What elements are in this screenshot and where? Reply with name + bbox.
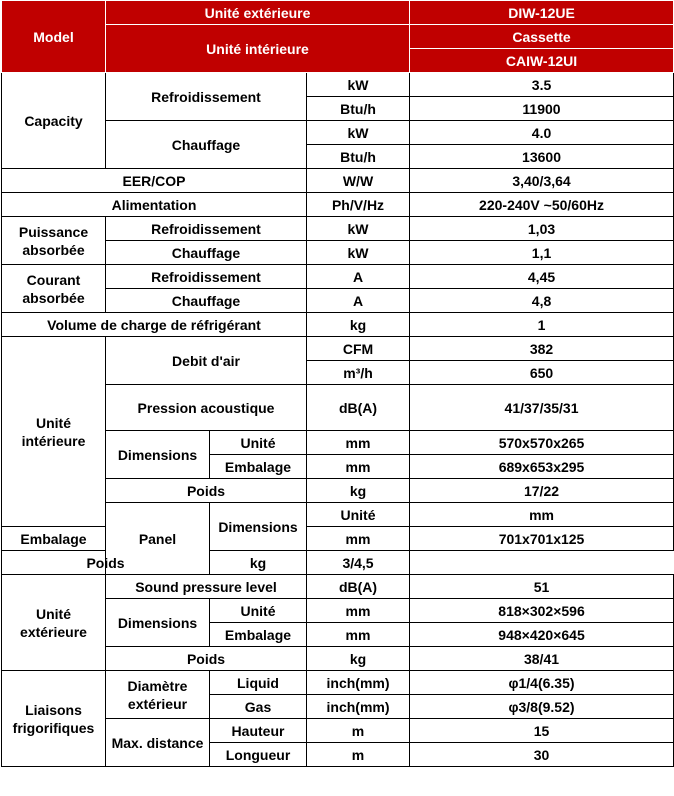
unit-cell: CFM <box>307 337 410 361</box>
value-cell: 570x570x265 <box>410 431 674 455</box>
unit-cell: kg <box>307 479 410 503</box>
unit-cell: mm <box>410 503 674 527</box>
value-cell: φ1/4(6.35) <box>410 671 674 695</box>
unit-cell: kg <box>307 313 410 337</box>
sub-label: Unité <box>210 431 307 455</box>
indoor-unit-type: Cassette <box>410 25 674 49</box>
value-cell: 51 <box>410 575 674 599</box>
unit-cell: inch(mm) <box>307 695 410 719</box>
sub-label: Embalage <box>210 455 307 479</box>
outdoor-unit-label: Unité extérieure <box>106 1 410 25</box>
unit-cell: dB(A) <box>307 575 410 599</box>
value-cell: 3.5 <box>410 73 674 97</box>
value-cell: 382 <box>410 337 674 361</box>
current-heating-label: Chauffage <box>106 289 307 313</box>
unit-cell: mm <box>307 623 410 647</box>
indoor-sound-label: Pression acoustique <box>106 385 307 431</box>
unit-cell: kW <box>307 241 410 265</box>
sub-label: Liquid <box>210 671 307 695</box>
table-row <box>2 217 674 241</box>
sub-label: Unité <box>210 599 307 623</box>
eer-cop-label: EER/COP <box>2 169 307 193</box>
unit-cell: kW <box>307 121 410 145</box>
indoor-unit-label: Unité intérieure <box>106 25 410 73</box>
panel-weight-label: Poids <box>2 551 210 575</box>
value-cell: 4,8 <box>410 289 674 313</box>
outdoor-weight-label: Poids <box>106 647 307 671</box>
panel-label: Panel <box>106 503 210 575</box>
unit-cell: dB(A) <box>307 385 410 431</box>
power-input-heating-label: Chauffage <box>106 241 307 265</box>
outdoor-dimensions-label: Dimensions <box>106 599 210 647</box>
indoor-dimensions-label: Dimensions <box>106 431 210 479</box>
piping-max-distance-label: Max. distance <box>106 719 210 767</box>
indoor-unit-model: CAIW-12UI <box>410 49 674 73</box>
value-cell: 1,1 <box>410 241 674 265</box>
unit-cell: mm <box>307 527 410 551</box>
value-cell: 38/41 <box>410 647 674 671</box>
unit-cell: m <box>307 719 410 743</box>
table-row <box>2 313 674 337</box>
model-header: Model <box>2 1 106 73</box>
capacity-label: Capacity <box>2 73 106 169</box>
value-cell: 650 <box>410 361 674 385</box>
value-cell: 220-240V ~50/60Hz <box>410 193 674 217</box>
indoor-airflow-label: Debit d'air <box>106 337 307 385</box>
value-cell: 30 <box>410 743 674 767</box>
value-cell: 689x653x295 <box>410 455 674 479</box>
unit-cell: m <box>307 743 410 767</box>
value-cell: 1,03 <box>410 217 674 241</box>
table-row <box>2 337 674 361</box>
sub-label: Longueur <box>210 743 307 767</box>
current-cooling-label: Refroidissement <box>106 265 307 289</box>
value-cell: 13600 <box>410 145 674 169</box>
table-row <box>2 575 674 599</box>
unit-cell: m³/h <box>307 361 410 385</box>
value-cell: 818×302×596 <box>410 599 674 623</box>
value-cell: 4.0 <box>410 121 674 145</box>
unit-cell: Ph/V/Hz <box>307 193 410 217</box>
value-cell: 948×420×645 <box>410 623 674 647</box>
power-supply-label: Alimentation <box>2 193 307 217</box>
indoor-weight-label: Poids <box>106 479 307 503</box>
capacity-heating-label: Chauffage <box>106 121 307 169</box>
value-cell: 41/37/35/31 <box>410 385 674 431</box>
value-cell: 3/4,5 <box>307 551 410 575</box>
unit-cell: A <box>307 265 410 289</box>
unit-cell: Btu/h <box>307 145 410 169</box>
unit-cell: inch(mm) <box>307 671 410 695</box>
panel-dimensions-label: Dimensions <box>210 503 307 551</box>
sub-label: Gas <box>210 695 307 719</box>
value-cell: 11900 <box>410 97 674 121</box>
sub-label: Hauteur <box>210 719 307 743</box>
value-cell: 3,40/3,64 <box>410 169 674 193</box>
current-label: Courant absorbée <box>2 265 106 313</box>
indoor-label: Unité intérieure <box>2 337 106 527</box>
table-row <box>2 551 674 575</box>
unit-cell: mm <box>307 431 410 455</box>
table-row <box>2 169 674 193</box>
refrigerant-label: Volume de charge de réfrigérant <box>2 313 307 337</box>
power-input-label: Puissance absorbée <box>2 217 106 265</box>
unit-cell: kW <box>307 73 410 97</box>
value-cell: 15 <box>410 719 674 743</box>
header-row <box>2 1 674 25</box>
outdoor-sound-label: Sound pressure level <box>106 575 307 599</box>
spec-table <box>1 0 674 767</box>
sub-label: Unité <box>307 503 410 527</box>
piping-label: Liaisons frigorifiques <box>2 671 106 767</box>
power-input-cooling-label: Refroidissement <box>106 217 307 241</box>
sub-label: Embalage <box>2 527 106 551</box>
value-cell: 701x701x125 <box>410 527 674 551</box>
value-cell: 17/22 <box>410 479 674 503</box>
value-cell: 4,45 <box>410 265 674 289</box>
table-row <box>2 73 674 97</box>
unit-cell: mm <box>307 599 410 623</box>
value-cell: φ3/8(9.52) <box>410 695 674 719</box>
value-cell: 1 <box>410 313 674 337</box>
unit-cell: Btu/h <box>307 97 410 121</box>
piping-diameter-label: Diamètre extérieur <box>106 671 210 719</box>
unit-cell: W/W <box>307 169 410 193</box>
table-row <box>2 671 674 695</box>
capacity-cooling-label: Refroidissement <box>106 73 307 121</box>
table-row <box>2 527 674 551</box>
unit-cell: A <box>307 289 410 313</box>
table-row <box>2 193 674 217</box>
table-row <box>2 265 674 289</box>
outdoor-unit-model: DIW-12UE <box>410 1 674 25</box>
unit-cell: mm <box>307 455 410 479</box>
sub-label: Embalage <box>210 623 307 647</box>
outdoor-label: Unité extérieure <box>2 575 106 671</box>
unit-cell: kg <box>210 551 307 575</box>
unit-cell: kg <box>307 647 410 671</box>
unit-cell: kW <box>307 217 410 241</box>
